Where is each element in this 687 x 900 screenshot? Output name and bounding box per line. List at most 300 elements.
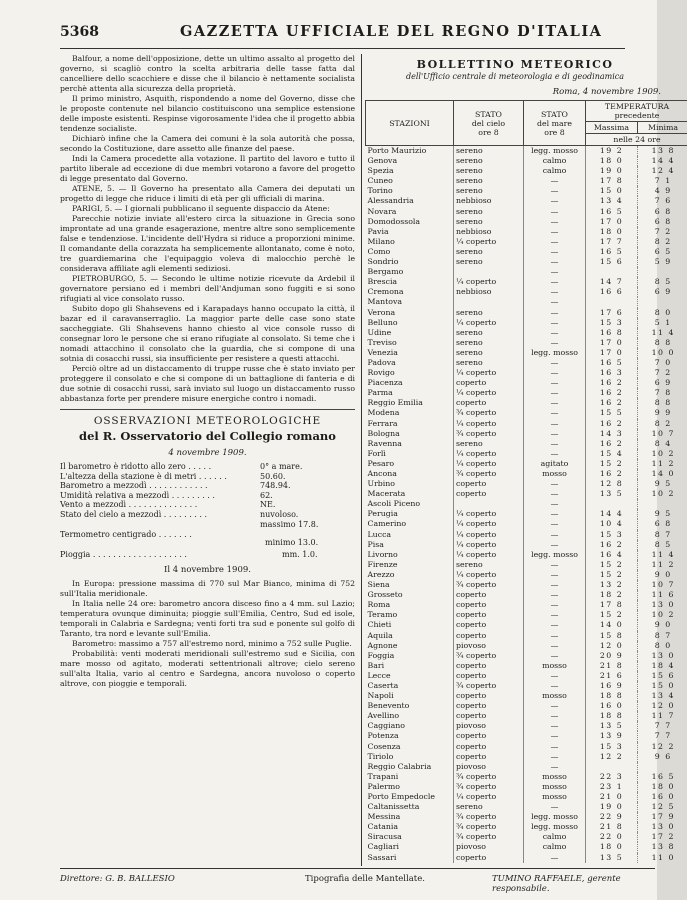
table-row: [366, 207, 687, 217]
table-row: [366, 469, 687, 479]
news-paragraph: PARIGI, 5. — I giornali pubblicano il seguente dispaccio da Atene:: [72, 204, 330, 213]
sky-state: ¾ coperto: [454, 429, 524, 439]
sea-state: —: [524, 388, 586, 398]
temp-max: 17 8: [586, 600, 638, 610]
station-name: Napoli: [367, 691, 394, 701]
sky-state: ¼ coperto: [454, 519, 524, 529]
temp-max: 13 4: [586, 196, 638, 206]
temp-max: 15 2: [586, 459, 638, 469]
temp-min: 11 2: [638, 560, 687, 570]
table-row: [366, 812, 687, 822]
station-name: Reggio Calabria: [367, 761, 432, 771]
temp-max: 13 5: [586, 853, 638, 863]
temp-max: 16 8: [586, 328, 638, 338]
sky-state: coperto: [454, 752, 524, 762]
temp-min: 4 9: [638, 186, 687, 196]
sky-state: ¼ coperto: [454, 459, 524, 469]
temp-max: 15 3: [586, 742, 638, 752]
temp-max: 17 7: [586, 237, 638, 247]
temp-min: 14 0: [638, 469, 687, 479]
sky-state: piovoso: [454, 721, 524, 731]
sea-state: —: [524, 530, 586, 540]
sky-state: sereno: [454, 439, 524, 449]
sea-state: —: [524, 328, 586, 338]
station-name: Pavia: [367, 226, 389, 236]
table-row: [366, 519, 687, 529]
sky-state: coperto: [454, 610, 524, 620]
sky-state: ¾ coperto: [454, 580, 524, 590]
table-row: [366, 641, 687, 651]
temp-max: 16 2: [586, 419, 638, 429]
table-row: [366, 802, 687, 812]
station-name: Avellino: [367, 711, 400, 721]
table-row: [366, 287, 687, 297]
temp-max: 15 2: [586, 560, 638, 570]
station-name: Alessandria: [367, 196, 414, 206]
sea-state: —: [524, 318, 586, 328]
sea-state: —: [524, 651, 586, 661]
station-name: Agnone: [367, 640, 398, 650]
table-row: [366, 782, 687, 792]
temp-max: 16 0: [586, 701, 638, 711]
temp-min: 9 0: [638, 570, 687, 580]
temp-min: 7 8: [638, 388, 687, 398]
sky-state: sereno: [454, 257, 524, 267]
temp-min: 7 6: [638, 196, 687, 206]
table-row: [366, 267, 687, 277]
table-row: [366, 580, 687, 590]
station-name: Porto Maurizio: [367, 146, 427, 155]
sea-state: —: [524, 641, 586, 651]
table-row: [366, 752, 687, 762]
table-row: [366, 550, 687, 560]
sea-state: —: [524, 408, 586, 418]
sky-state: coperto: [454, 378, 524, 388]
bulletin-subtitle: dell'Ufficio centrale di meteorologia e di geodinamica: [405, 72, 625, 81]
bulletin-date: Roma, 4 novembre 1909.: [552, 87, 661, 97]
table-row: [366, 217, 687, 227]
observation-value: 62.: [260, 490, 273, 500]
observation-row: [60, 462, 355, 472]
sky-state: sereno: [454, 176, 524, 186]
station-name: Brescia: [367, 277, 398, 287]
station-name: Foggia: [367, 650, 395, 660]
table-row: [366, 277, 687, 287]
temp-min: 8 8: [638, 338, 687, 348]
table-row: [366, 176, 687, 186]
temp-max: 14 3: [586, 429, 638, 439]
left-column: [60, 54, 355, 689]
sky-state: piovoso: [454, 762, 524, 772]
temp-max: 19 0: [586, 166, 638, 176]
sky-state: ¾ coperto: [454, 832, 524, 842]
summary-date: Il 4 novembre 1909.: [164, 565, 251, 576]
temp-min: 13 0: [638, 651, 687, 661]
temp-min: 8 7: [638, 530, 687, 540]
observation-value: nuvoloso.: [260, 509, 299, 519]
station-name: Siracusa: [367, 832, 402, 842]
station-name: Forlì: [367, 448, 386, 458]
observation-value: 50.60.: [260, 471, 286, 481]
table-row: [366, 146, 687, 157]
temp-max: 15 5: [586, 408, 638, 418]
sky-state: [454, 267, 524, 277]
sea-state: —: [524, 731, 586, 741]
observation-label: Il barometro è ridotto allo zero . . . . .: [60, 462, 212, 471]
temp-min: 16 0: [638, 792, 687, 802]
col-header-min: Minima: [638, 122, 687, 134]
table-row: [366, 186, 687, 196]
sky-state: coperto: [454, 701, 524, 711]
sky-state: ¼ coperto: [454, 530, 524, 540]
sea-state: —: [524, 853, 586, 863]
sea-state: —: [524, 540, 586, 550]
station-name: Urbino: [367, 479, 395, 489]
sea-state: —: [524, 378, 586, 388]
sea-state: mosso: [524, 772, 586, 782]
sea-state: legg. mosso: [524, 348, 586, 358]
station-name: Perugia: [367, 509, 398, 519]
sky-state: coperto: [454, 731, 524, 741]
sky-state: ¾ coperto: [454, 812, 524, 822]
temp-min: 7 2: [638, 368, 687, 378]
station-name: Caltanissetta: [367, 802, 420, 812]
sea-state: —: [524, 600, 586, 610]
station-name: Torino: [367, 186, 393, 196]
sea-state: —: [524, 590, 586, 600]
table-row: [366, 651, 687, 661]
sea-state: —: [524, 681, 586, 691]
sky-state: coperto: [454, 661, 524, 671]
station-name: Ascoli Piceno: [367, 499, 421, 509]
temp-max: [586, 297, 638, 307]
temp-min: 9 6: [638, 752, 687, 762]
station-name: Domodossola: [367, 216, 421, 226]
temp-min: 9 9: [638, 408, 687, 418]
temp-max: 15 3: [586, 530, 638, 540]
sea-state: —: [524, 742, 586, 752]
station-name: Lucca: [367, 529, 392, 539]
observation-row: [60, 481, 355, 491]
table-row: [366, 711, 687, 721]
station-name: Pesaro: [367, 458, 395, 468]
sky-state: coperto: [454, 691, 524, 701]
thermometer-label: Termometro centigrado . . . . . . .: [60, 529, 192, 539]
temp-min: 6 9: [638, 287, 687, 297]
temp-max: 16 2: [586, 540, 638, 550]
temp-max: 19 2: [586, 146, 638, 157]
temp-max: 22 0: [586, 832, 638, 842]
sky-state: ¾ coperto: [454, 408, 524, 418]
table-row: [366, 570, 687, 580]
temp-min: 9 5: [638, 509, 687, 519]
sky-state: coperto: [454, 620, 524, 630]
temp-min: 8 0: [638, 641, 687, 651]
station-name: Sassari: [367, 852, 397, 862]
temp-max: 15 2: [586, 610, 638, 620]
sea-state: —: [524, 419, 586, 429]
temp-max: 17 6: [586, 308, 638, 318]
news-text: [60, 54, 355, 404]
col-header-max: Massima: [586, 122, 638, 134]
sea-state: calmo: [524, 156, 586, 166]
station-name: Aquila: [367, 630, 393, 640]
station-name: Como: [367, 246, 391, 256]
table-row: [366, 388, 687, 398]
temp-min: 8 7: [638, 631, 687, 641]
sea-state: —: [524, 711, 586, 721]
temp-min: 6 8: [638, 207, 687, 217]
temp-max: 16 2: [586, 439, 638, 449]
sea-state: mosso: [524, 782, 586, 792]
sky-state: ¾ coperto: [454, 772, 524, 782]
station-name: Cagliari: [367, 842, 399, 852]
sky-state: coperto: [454, 489, 524, 499]
news-paragraph: Il primo ministro, Asquith, rispondendo a nome del Governo, disse che le proposte contenute nel bilancio costituiscono una semplice estensione delle imposte esistenti. Respinse vigorosamente l'idea che il progetto abbia tendenze socialiste.: [60, 94, 355, 133]
footer-printer: Tipografia delle Mantellate.: [305, 874, 425, 884]
station-name: Genova: [367, 156, 398, 166]
temp-max: 18 0: [586, 842, 638, 852]
station-name: Palermo: [367, 781, 400, 791]
temp-max: 17 8: [586, 176, 638, 186]
temp-max: 22 9: [586, 812, 638, 822]
temp-max: 14 7: [586, 277, 638, 287]
temp-min: 16 5: [638, 772, 687, 782]
table-row: [366, 318, 687, 328]
station-name: Bergamo: [367, 267, 404, 277]
col-header-range: nelle 24 ore: [586, 134, 687, 146]
sky-state: ¾ coperto: [454, 822, 524, 832]
station-name: Piacenza: [367, 378, 403, 388]
sea-state: —: [524, 701, 586, 711]
summary-paragraph: In Europa: pressione massima di 770 sul Mar Bianco, minima di 752 sull'Italia meridionale.: [60, 579, 355, 599]
sky-state: ¼ coperto: [454, 792, 524, 802]
temp-max: 21 6: [586, 671, 638, 681]
table-row: [366, 701, 687, 711]
observation-value: 0° a mare.: [260, 462, 303, 471]
temp-min: 17 9: [638, 812, 687, 822]
sea-state: —: [524, 186, 586, 196]
sky-state: sereno: [454, 217, 524, 227]
temp-min: 13 8: [638, 146, 687, 157]
sky-state: ¼ coperto: [454, 277, 524, 287]
station-name: Cremona: [367, 287, 404, 297]
table-row: [366, 439, 687, 449]
temp-max: 18 8: [586, 691, 638, 701]
station-name: Lecce: [367, 670, 391, 680]
table-row: [366, 620, 687, 630]
station-name: Milano: [367, 236, 395, 246]
station-name: Chieti: [367, 620, 392, 630]
sky-state: coperto: [454, 398, 524, 408]
temp-max: 20 9: [586, 651, 638, 661]
table-row: [366, 610, 687, 620]
news-paragraph: Dichiarò infine che la Camera dei comuni è la sola autorità che possa, secondo la Costituzione, dare assetto alle finanze del paese.: [60, 134, 355, 153]
sky-state: sereno: [454, 348, 524, 358]
temp-min: 10 7: [638, 429, 687, 439]
sky-state: ¼ coperto: [454, 318, 524, 328]
sea-state: —: [524, 499, 586, 509]
table-row: [366, 691, 687, 701]
page-number: 5368: [60, 24, 99, 40]
sea-state: mosso: [524, 792, 586, 802]
observation-label: Stato del cielo a mezzodì . . . . . . . . .: [60, 509, 208, 519]
sky-state: ¼ coperto: [454, 449, 524, 459]
sea-state: agitato: [524, 459, 586, 469]
table-row: [366, 297, 687, 307]
newspaper-title: GAZZETTA UFFICIALE DEL REGNO D'ITALIA: [180, 23, 603, 40]
temp-min: 8 4: [638, 439, 687, 449]
table-row: [366, 822, 687, 832]
temp-max: 14 0: [586, 620, 638, 630]
station-name: Bologna: [367, 428, 400, 438]
observations-section: [60, 415, 355, 689]
temp-max: 13 9: [586, 731, 638, 741]
sky-state: coperto: [454, 671, 524, 681]
temp-max: 13 2: [586, 580, 638, 590]
table-row: [366, 196, 687, 206]
observations-readings: [60, 462, 355, 520]
temp-max: 16 2: [586, 469, 638, 479]
sky-state: sereno: [454, 207, 524, 217]
page-header: [60, 14, 625, 49]
sea-state: —: [524, 519, 586, 529]
temp-min: 11 6: [638, 590, 687, 600]
temp-max: 12 8: [586, 479, 638, 489]
temp-max: 10 4: [586, 519, 638, 529]
sky-state: sereno: [454, 328, 524, 338]
rain-label: Pioggia . . . . . . . . . . . . . . . . . . .: [60, 549, 187, 559]
table-row: [366, 479, 687, 489]
station-name: Trapani: [367, 771, 399, 781]
table-row: [366, 742, 687, 752]
sea-state: —: [524, 489, 586, 499]
sky-state: sereno: [454, 146, 524, 157]
station-name: Spezia: [367, 166, 394, 176]
observation-label: Barometro a mezzodì . . . . . . . . . . . .: [60, 481, 208, 491]
temp-max: 18 0: [586, 156, 638, 166]
temp-min: 13 0: [638, 822, 687, 832]
table-row: [366, 378, 687, 388]
sky-state: coperto: [454, 742, 524, 752]
table-row: [366, 853, 687, 863]
table-row: [366, 449, 687, 459]
sky-state: ¼ coperto: [454, 540, 524, 550]
temp-min: 15 6: [638, 671, 687, 681]
observation-value: NE.: [260, 500, 276, 510]
temp-max: 18 2: [586, 590, 638, 600]
sea-state: —: [524, 509, 586, 519]
news-paragraph: PIETROBURGO, 5. — Secondo le ultime notizie ricevute da Ardebil il governatore persiano ed i membri dell'Andjuman sono fuggiti e si sono rifugiati al vice consolato russo.: [60, 274, 355, 303]
sky-state: coperto: [454, 631, 524, 641]
sea-state: legg. mosso: [524, 822, 586, 832]
rain-reading: [60, 550, 355, 560]
station-name: Macerata: [367, 489, 406, 499]
sky-state: coperto: [454, 853, 524, 863]
sea-state: —: [524, 358, 586, 368]
temp-min: 7 1: [638, 176, 687, 186]
temp-min: 7 0: [638, 358, 687, 368]
thermometer-min: minimo 13.0.: [265, 537, 319, 547]
station-name: Cuneo: [367, 176, 393, 186]
thermometer-max: massimo 17.8.: [260, 519, 319, 529]
sea-state: —: [524, 196, 586, 206]
temp-min: 15 0: [638, 681, 687, 691]
temp-min: 14 4: [638, 156, 687, 166]
temp-max: 18 0: [586, 227, 638, 237]
station-name: Ferrara: [367, 418, 398, 428]
temp-max: 22 3: [586, 772, 638, 782]
temp-min: 8 8: [638, 398, 687, 408]
temp-max: 16 5: [586, 358, 638, 368]
sea-state: —: [524, 277, 586, 287]
station-name: Camerino: [367, 519, 407, 529]
observation-row: [60, 500, 355, 510]
table-row: [366, 489, 687, 499]
station-name: Cosenza: [367, 741, 401, 751]
temp-min: [638, 499, 687, 509]
sea-state: —: [524, 257, 586, 267]
sea-state: —: [524, 620, 586, 630]
station-name: Venezia: [367, 347, 398, 357]
sky-state: nebbioso: [454, 196, 524, 206]
table-row: [366, 247, 687, 257]
temp-max: 17 0: [586, 348, 638, 358]
temp-min: [638, 267, 687, 277]
news-paragraph: Parecchie notizie inviate all'estero circa la situazione in Grecia sono improntate ad una grande esagerazione, mentre altre sono semplicemente false e tendenziose. L'incidente dell'Hydra si riduce a proporzioni minime. Il comandante della corazzata ha semplicemente allontanato, come è noto, tre guardiemarina che l'equipaggio voleva di malocchio perchè le considerava affiliate agli elementi sediziosi.: [60, 214, 355, 273]
table-row: [366, 842, 687, 852]
table-row: [366, 408, 687, 418]
sky-state: piovoso: [454, 641, 524, 651]
temp-min: 13 4: [638, 691, 687, 701]
sea-state: —: [524, 429, 586, 439]
temp-min: 6 5: [638, 247, 687, 257]
sky-state: coperto: [454, 711, 524, 721]
table-row: [366, 772, 687, 782]
table-row: [366, 156, 687, 166]
weather-table: [365, 100, 687, 863]
sea-state: —: [524, 631, 586, 641]
station-name: Belluno: [367, 317, 398, 327]
sea-state: —: [524, 267, 586, 277]
sky-state: [454, 499, 524, 509]
sky-state: sereno: [454, 358, 524, 368]
sky-state: ¾ coperto: [454, 469, 524, 479]
sky-state: ¼ coperto: [454, 570, 524, 580]
station-name: Sondrio: [367, 257, 399, 267]
section-divider: [60, 409, 355, 410]
table-row: [366, 348, 687, 358]
temp-min: 10 0: [638, 348, 687, 358]
sea-state: mosso: [524, 691, 586, 701]
table-row: [366, 257, 687, 267]
sea-state: —: [524, 287, 586, 297]
news-paragraph: Perciò oltre ad un distaccamento di truppe russe che è stato inviato per proteggere il consolato e che si compone di un battaglione di fanteria e di due sotnie di cosacchi russi, sarà inviato sul luogo un distaccamento russo abbastanza forte per prendere misure energiche contro i nomadi.: [60, 364, 355, 403]
temp-min: 6 8: [638, 217, 687, 227]
temp-min: 7 2: [638, 227, 687, 237]
temp-min: 8 0: [638, 308, 687, 318]
sea-state: —: [524, 398, 586, 408]
station-name: Tiriolo: [367, 751, 394, 761]
station-name: Arezzo: [367, 569, 395, 579]
sky-state: sereno: [454, 802, 524, 812]
sky-state: sereno: [454, 166, 524, 176]
sea-state: legg. mosso: [524, 146, 586, 157]
table-row: [366, 338, 687, 348]
sea-state: —: [524, 570, 586, 580]
station-name: Livorno: [367, 549, 398, 559]
sky-state: ¾ coperto: [454, 651, 524, 661]
